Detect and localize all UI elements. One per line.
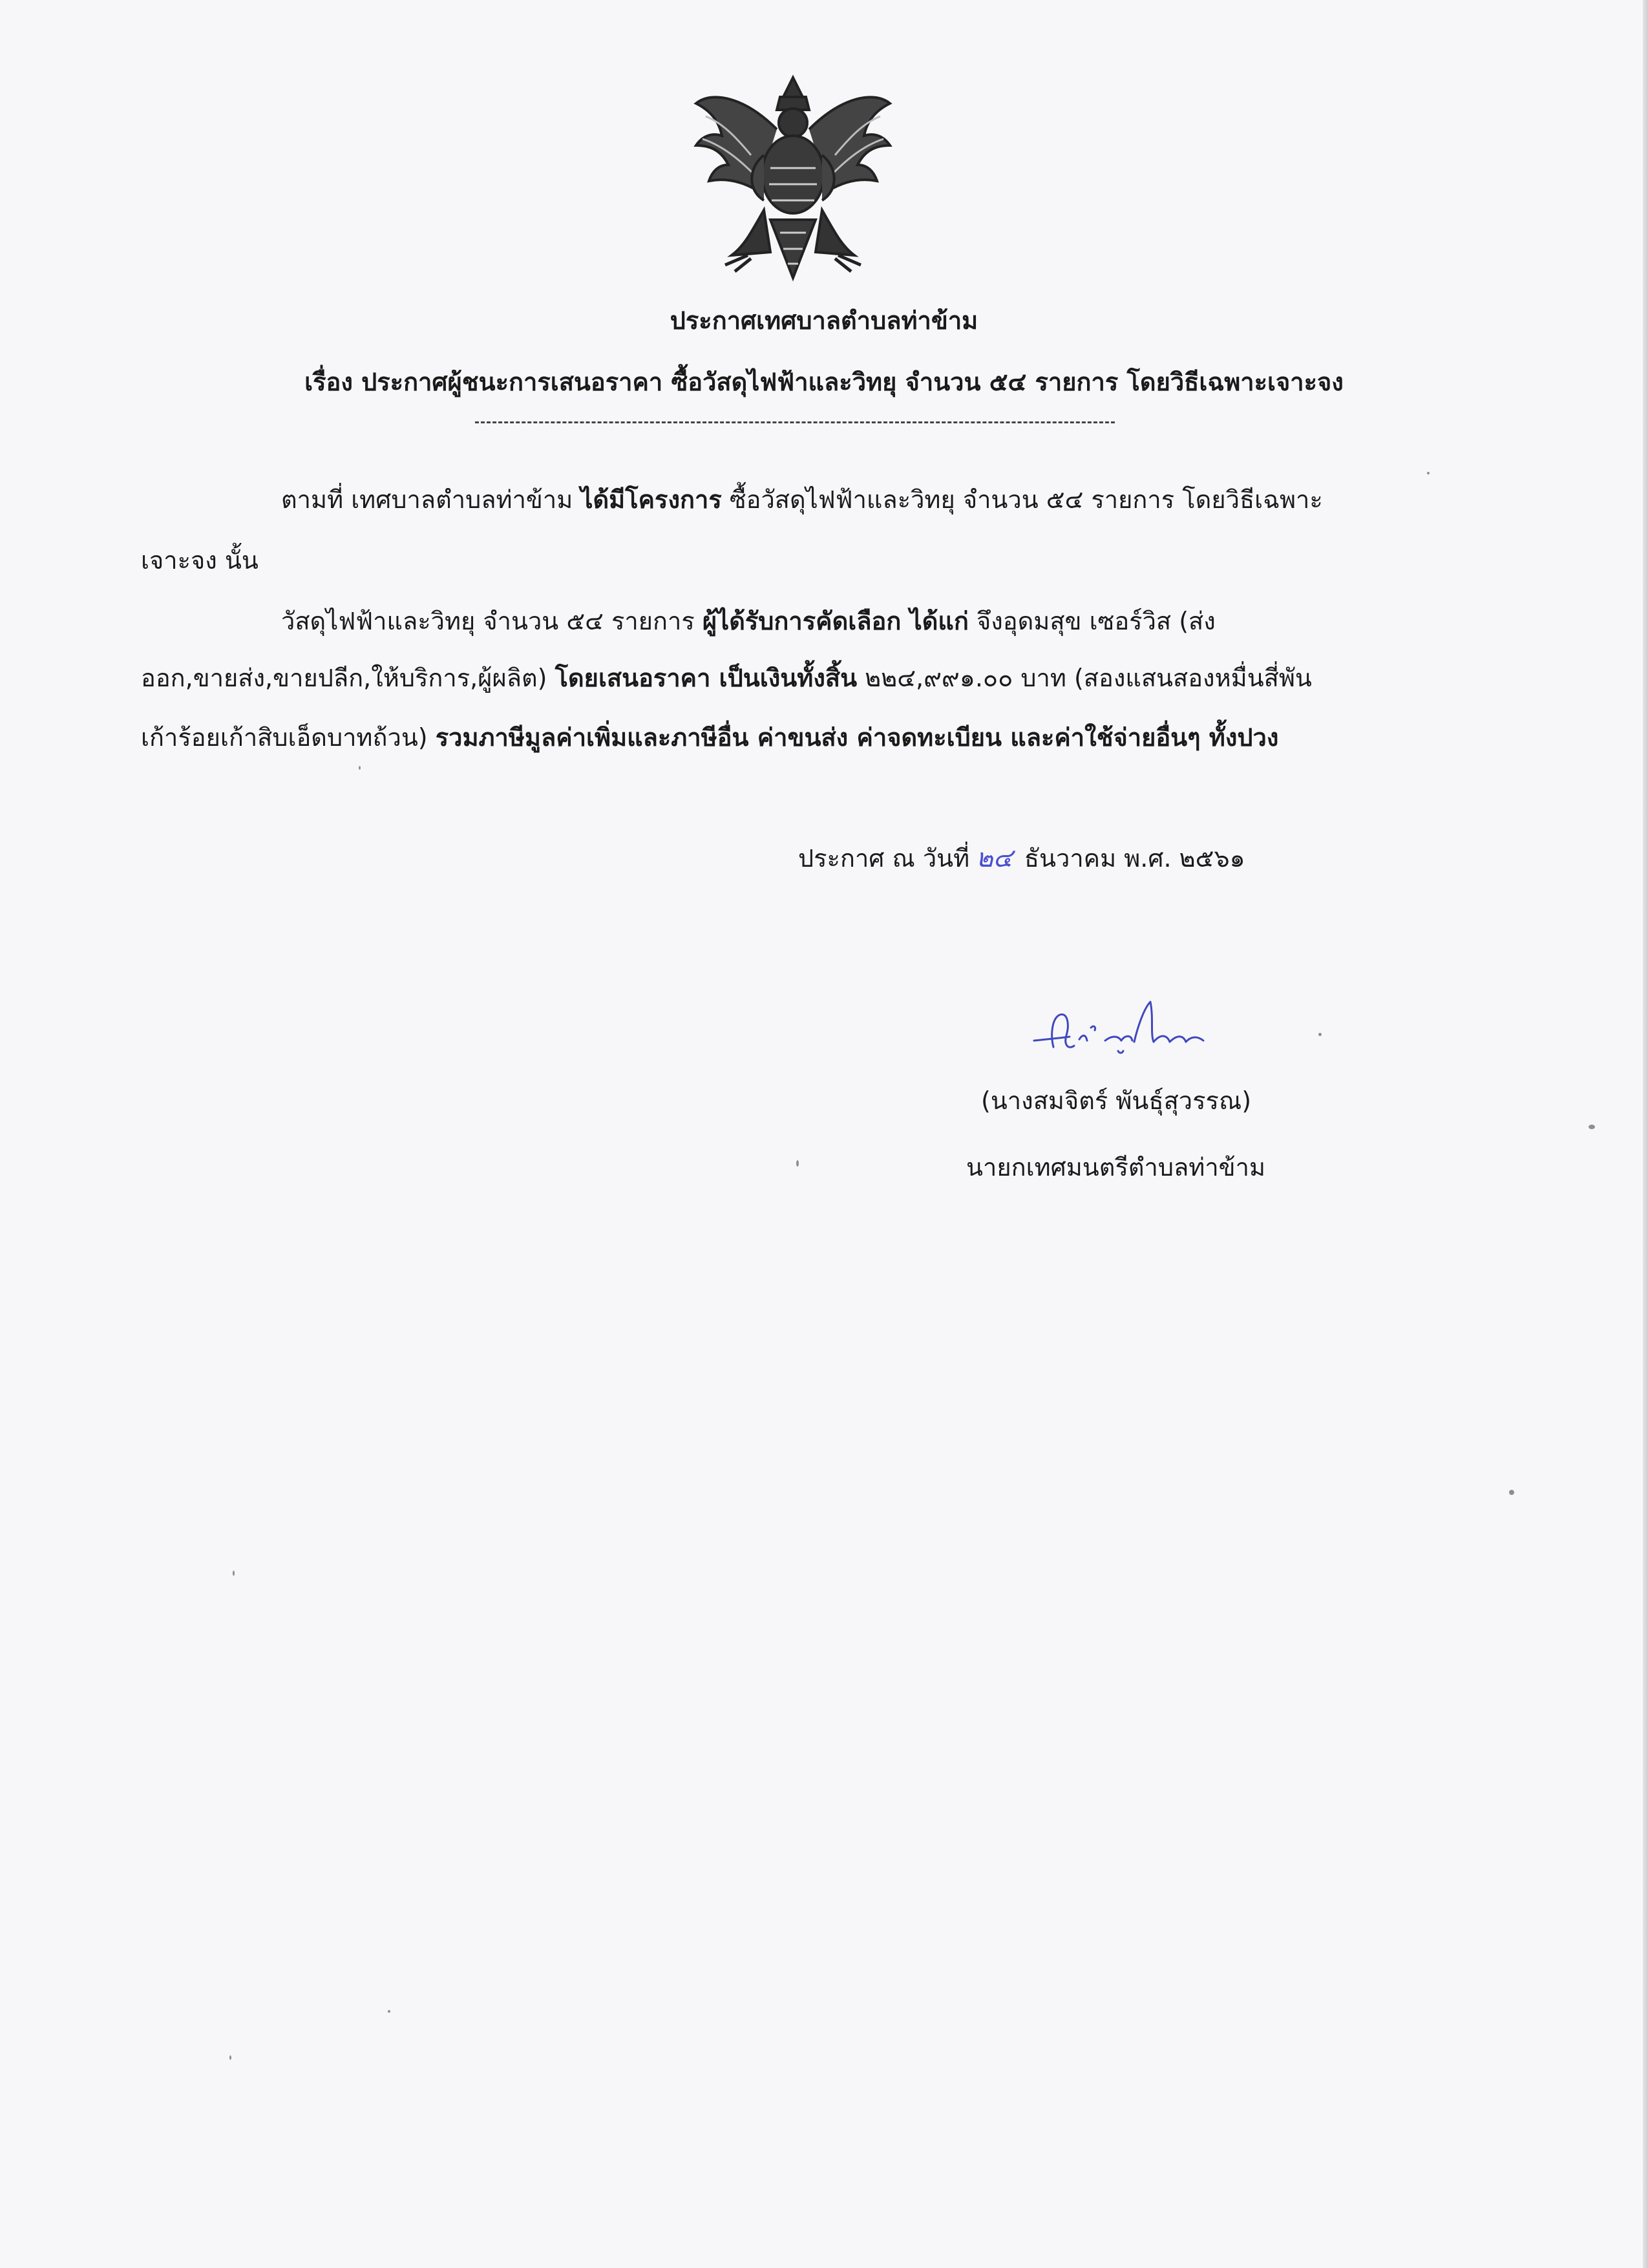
body-text: ๒๒๔,๙๙๑.๐๐ บาท (สองแสนสองหมื่นสี่พัน <box>857 664 1312 692</box>
scan-speck <box>1589 1125 1595 1129</box>
paragraph-2-line-3 <box>141 717 1278 757</box>
scan-speck <box>1318 1033 1322 1036</box>
scan-speck <box>233 1571 235 1576</box>
announcement-subject: เรื่อง ประกาศผู้ชนะการเสนอราคา ซื้อวัสดุไฟฟ้าและวิทยุ จำนวน ๕๔ รายการ โดยวิธีเฉพาะเจาะจง <box>304 368 1344 396</box>
paragraph-2-line-1 <box>281 601 1216 641</box>
body-text: ซื้อวัสดุไฟฟ้าและวิทยุ จำนวน ๕๔ รายการ โดยวิธีเฉพาะ <box>721 485 1323 514</box>
garuda-emblem-icon <box>686 71 900 284</box>
body-text: เจาะจง นั้น <box>141 546 259 575</box>
scan-edge-shadow <box>1643 0 1648 2268</box>
scan-speck <box>1509 1490 1514 1495</box>
scan-speck <box>359 766 361 770</box>
signatory-name: (นางสมจิตร์ พันธุ์สุวรรณ) <box>981 1086 1252 1115</box>
body-text-bold: โดยเสนอราคา เป็นเงินทั้งสิ้น <box>555 664 858 692</box>
scan-speck <box>1427 472 1430 474</box>
body-text: วัสดุไฟฟ้าและวิทยุ จำนวน ๕๔ รายการ <box>281 607 703 635</box>
body-text-bold: ได้มีโครงการ <box>580 485 722 514</box>
announcement-date <box>798 837 1245 878</box>
scan-speck <box>229 2055 231 2060</box>
body-text: จึงอุดมสุข เซอร์วิส (ส่ง <box>968 607 1216 635</box>
scan-speck <box>388 2010 390 2013</box>
handwritten-day: ๒๔ <box>976 843 1013 873</box>
paragraph-1-line-2 <box>141 540 259 580</box>
date-prefix: ประกาศ ณ วันที่ <box>798 844 970 873</box>
handwritten-signature-icon <box>1021 989 1228 1066</box>
signatory-position: นายกเทศมนตรีตำบลท่าข้าม <box>966 1153 1266 1182</box>
body-text: เก้าร้อยเก้าสิบเอ็ดบาทถ้วน) <box>141 723 436 752</box>
date-suffix: ธันวาคม พ.ศ. ๒๕๖๑ <box>1024 844 1245 873</box>
paragraph-2-line-2 <box>141 658 1312 697</box>
body-text-bold: รวมภาษีมูลค่าเพิ่มและภาษีอื่น ค่าขนส่ง ค่าจดทะเบียน และค่าใช้จ่ายอื่นๆ ทั้งปวง <box>435 723 1279 752</box>
body-text: ตามที่ เทศบาลตำบลท่าข้าม <box>281 485 581 514</box>
body-text: ออก,ขายส่ง,ขายปลีก,ให้บริการ,ผู้ผลิต) <box>141 664 555 692</box>
body-text-bold: ผู้ได้รับการคัดเลือก ได้แก่ <box>702 607 969 635</box>
divider <box>475 421 1115 423</box>
announcement-title: ประกาศเทศบาลตำบลท่าข้าม <box>670 306 978 335</box>
scan-speck <box>796 1160 799 1167</box>
paragraph-1-line-1 <box>281 480 1323 519</box>
